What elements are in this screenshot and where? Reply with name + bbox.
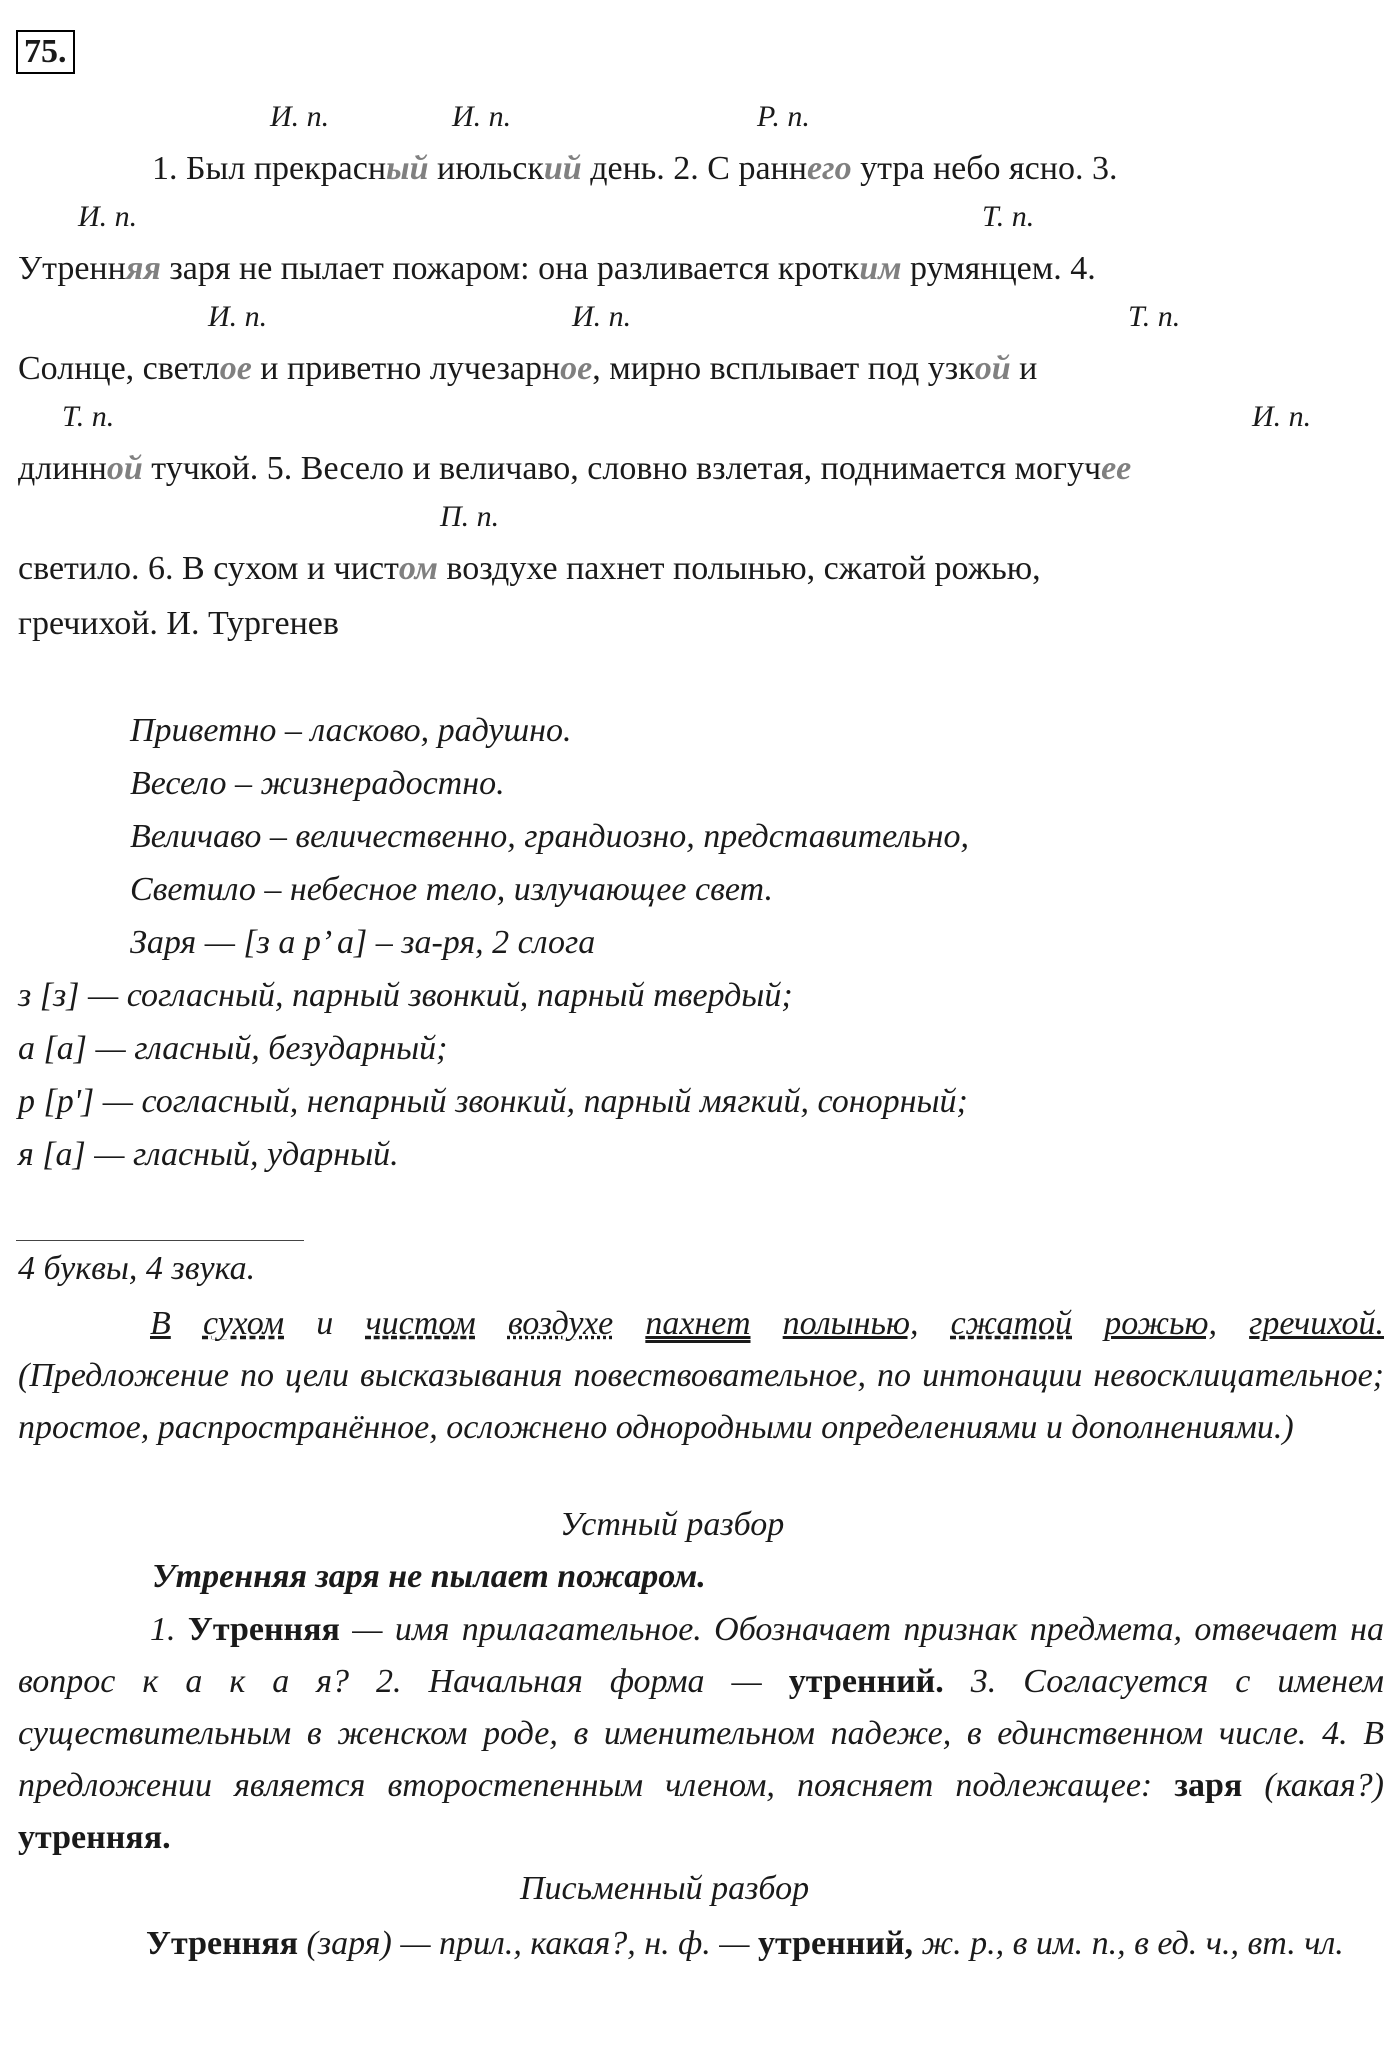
case-label: Т. п. [1128,300,1181,333]
case-label: И. п. [78,200,138,233]
oral-sentence: Утренняя заря не пылает пожаром. [152,1558,706,1595]
sound-analysis: а [а] — гласный, безударный; [18,1030,448,1067]
sound-analysis: р [р'] — согласный, непарный звонкий, парный мягкий, сонорный; [18,1083,968,1120]
case-label: Т. п. [982,200,1035,233]
definition: Весело – жизнерадостно. [130,765,505,802]
written-analysis: Утренняя (заря) — прил., какая?, н. ф. — утренний, ж. р., в им. п., в ед. ч., вт. чл. [146,1925,1344,1962]
sound-analysis: з [з] — согласный, парный звонкий, парный твердый; [18,977,793,1014]
text-line: Солнце, светлое и приветно лучезарное, мирно всплывает под узкой и [18,350,1038,387]
transcription: Заря — [з а р’ а] – за-ря, 2 слога [130,924,596,961]
sound-analysis: я [а] — гласный, ударный. [18,1136,399,1173]
case-label: И. п. [572,300,632,333]
oral-title: Устный разбор [560,1506,785,1543]
text-line: светило. 6. В сухом и чистом воздухе пахнет полынью, сжатой рожью, [18,550,1041,587]
case-label: Р. п. [757,100,810,133]
text-line: длинной тучкой. 5. Весело и величаво, словно взлетая, поднимается могучее [18,450,1132,487]
case-label: И. п. [1252,400,1312,433]
oral-analysis: 1. Утренняя — имя прилагательное. Обозначает признак предмета, отвечает на вопрос к а к а я? 2. Начальная форма — утренний. 3. Согласуется с именем существительным в женском роде, в именительном падеже, в единственном числе. 4. В предложении является второстепенным членом, поясняет подлежащее: заря (какая?) утренняя. [18,1611,1385,1856]
case-label: Т. п. [62,400,115,433]
case-label: И. п. [452,100,512,133]
definition: Приветно – ласково, радушно. [130,712,572,749]
exercise-number: 75. [16,30,75,74]
case-label: И. п. [208,300,268,333]
definition: Величаво – величественно, грандиозно, представительно, [130,818,970,855]
letters-sounds: 4 буквы, 4 звука. [18,1250,256,1287]
definition: Светило – небесное тело, излучающее свет. [130,871,773,908]
written-title: Письменный разбор [520,1870,810,1907]
sentence-parse: В сухом и чистом воздухе пахнет полынью, сжатой рожью, гречихой. (Предложение по цели высказывания повествовательное, по интонации невосклицательное; простое, распространённое, осложнено однородными определениями и дополнениями.) [18,1305,1384,1446]
text-line: гречихой. И. Тургенев [18,605,339,642]
separator [16,1240,304,1241]
text-line: Утренняя заря не пылает пожаром: она разливается кротким румянцем. 4. [18,250,1096,287]
case-label: И. п. [270,100,330,133]
text-line: 1. Был прекрасный июльский день. 2. С раннего утра небо ясно. 3. [152,150,1118,187]
case-label: П. п. [440,500,500,533]
